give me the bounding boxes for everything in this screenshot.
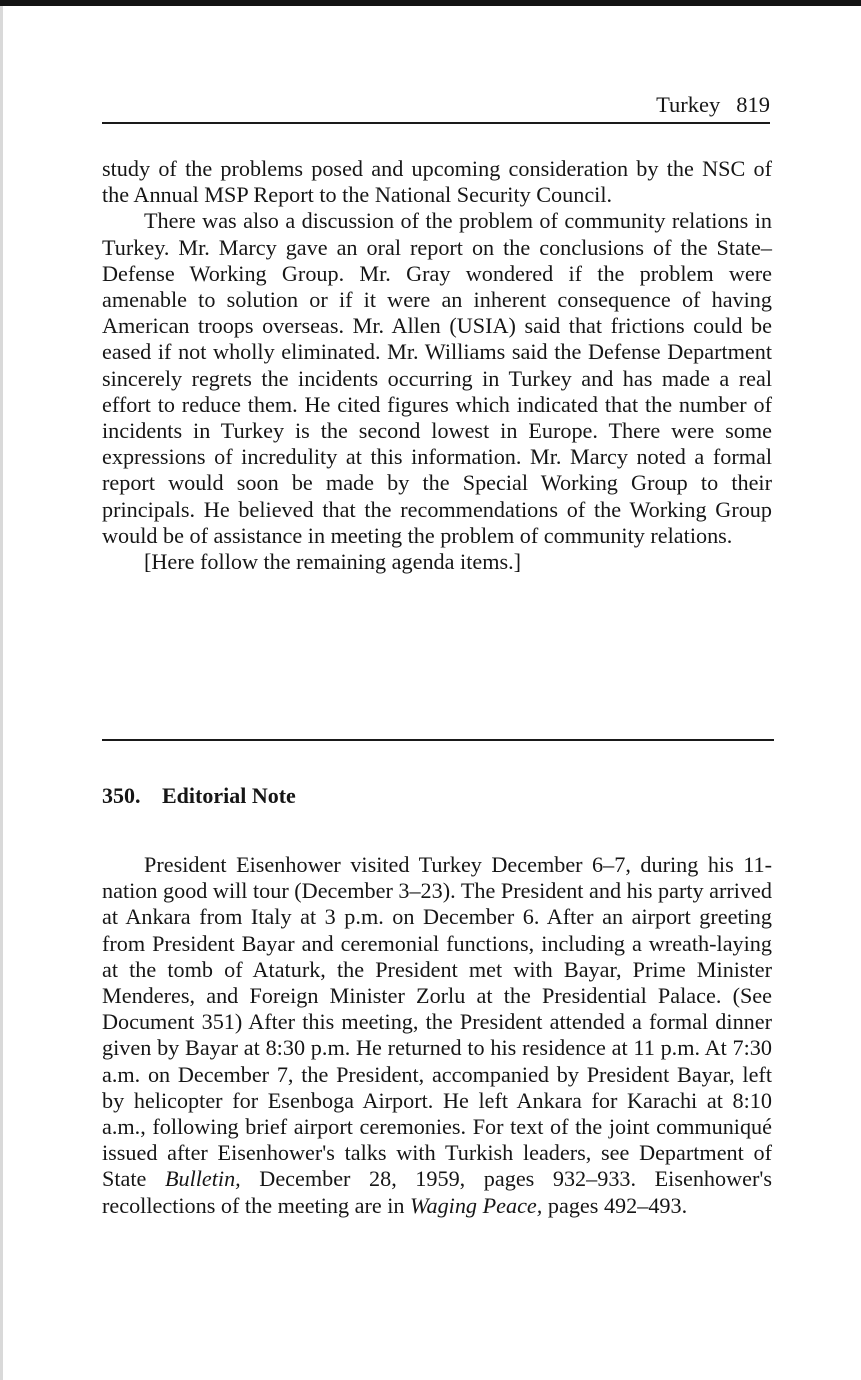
note-text-part1: President Eisenhower visited Turkey December 6–7, during his 11-nation good will tour (December 3–23). The President and his party arrived at Ankara from Italy at 3 p.m. on December 6. After an airport greeting from President Bayar and ceremonial functions, including a wreath-laying at the tomb of Ataturk, the President met with Bayar, Prime Minister Menderes, and Foreign Minister Zorlu at the Presidential Palace. (See Document 351) After this meeting, the President attended a formal dinner given by Bayar at 8:30 p.m. He returned to his residence at 11 p.m. At 7:30 a.m. on December 7, the President, accompanied by President Bayar, left by helicopter for Esenboga Airport. He left Ankara for Karachi at 8:10 a.m., following brief airport ceremonies. For text of the joint communiqué issued after Eisenhower's talks with Turkish leaders, see Department of State <box>102 852 772 1192</box>
editorial-bracket-note: [Here follow the remaining agenda items.] <box>144 549 522 575</box>
book-title: Waging Peace, <box>410 1192 543 1218</box>
scan-top-border <box>0 0 861 6</box>
editorial-note-paragraph <box>102 852 772 1219</box>
section-rule <box>102 739 774 741</box>
page-number: 819 <box>736 92 770 117</box>
running-head <box>102 88 770 122</box>
document-title: Editorial Note <box>162 783 296 808</box>
document-number: 350. <box>102 783 141 808</box>
scan-left-edge <box>0 6 3 1380</box>
bulletin-title: Bulletin, <box>164 1166 241 1192</box>
header-rule <box>102 122 770 124</box>
note-text-part2: December 28, 1959, pages 932–933. Eisenhower's recollections of the meeting are in <box>102 1166 773 1218</box>
document-body-top <box>102 156 772 575</box>
note-text-part3: pages 492–493. <box>542 1192 688 1218</box>
continued-paragraph: study of the problems posed and upcoming consideration by the NSC of the Annual MSP Report to the National Security Council. <box>102 156 772 208</box>
running-head-title: Turkey <box>656 92 721 117</box>
community-relations-paragraph: There was also a discussion of the problem of community relations in Turkey. Mr. Marcy gave an oral report on the conclusions of the State–Defense Working Group. Mr. Gray wondered if the problem were amenable to solution or if it were an inherent consequence of having American troops overseas. Mr. Allen (USIA) said that frictions could be eased if not wholly eliminated. Mr. Williams said the Defense Department sincerely regrets the incidents occurring in Turkey and has made a real effort to reduce them. He cited figures which indicated that the number of incidents in Turkey is the second lowest in Europe. There were some expressions of incredulity at this information. Mr. Marcy noted a formal report would soon be made by the Special Working Group to their principals. He believed that the recommendations of the Working Group would be of assistance in meeting the problem of community relations. <box>102 208 772 548</box>
editorial-note-body <box>102 852 772 1219</box>
section-heading <box>102 782 296 810</box>
